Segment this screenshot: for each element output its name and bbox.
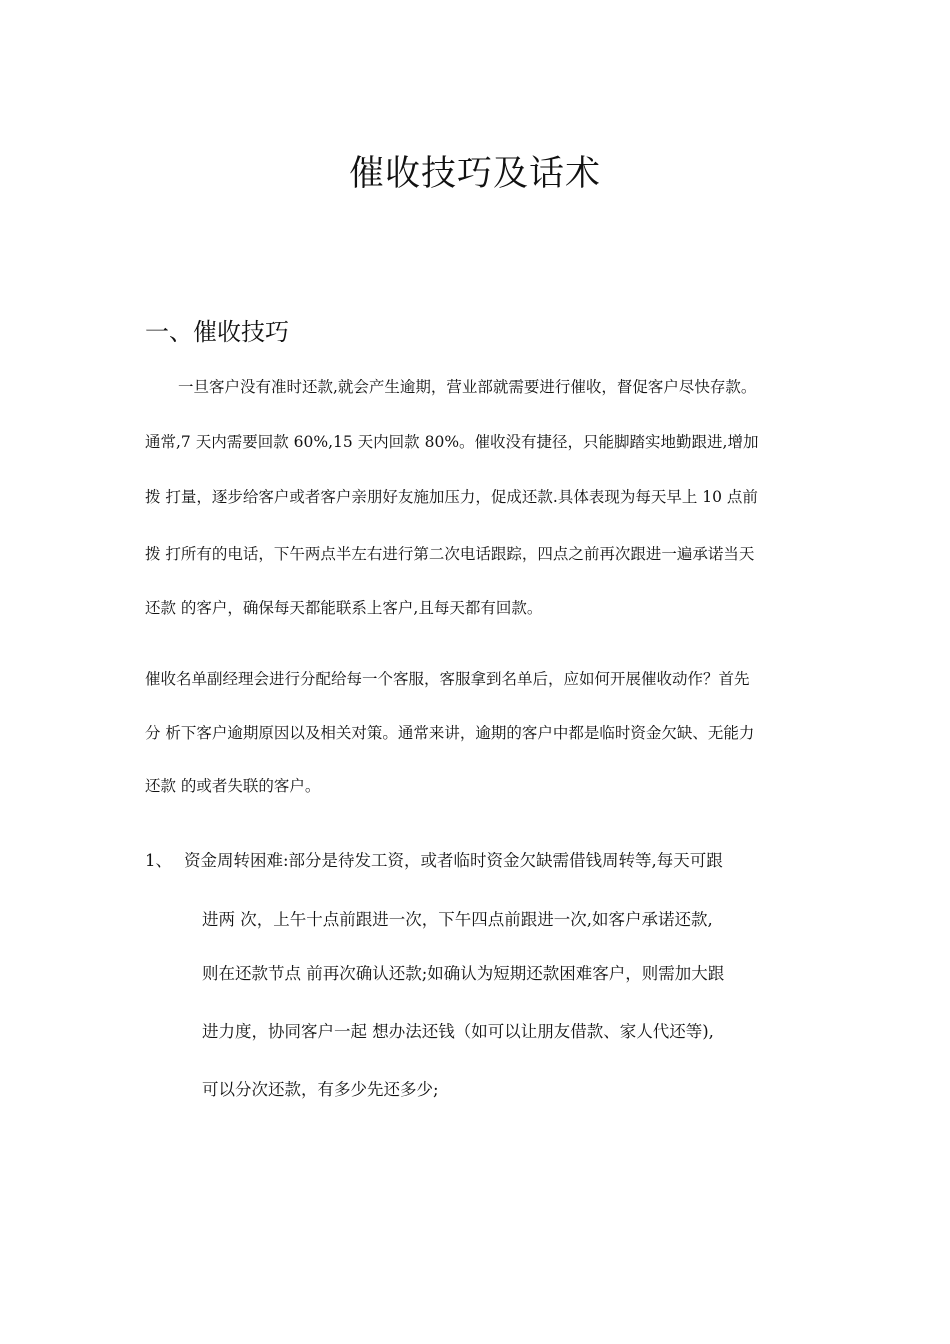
paragraph2-line-1: 催收名单副经理会进行分配给每一个客服，客服拿到名单后，应如何开展催收动作？首先 [145, 670, 750, 688]
section-heading: 一、催收技巧 [145, 318, 289, 346]
paragraph2-line-3: 还款 的或者失联的客户。 [145, 777, 321, 795]
list-item-line-4: 进力度，协同客户一起 想办法还钱（如可以让朋友借款、家人代还等), [202, 1022, 714, 1041]
list-item-line-1: 资金周转困难:部分是待发工资，或者临时资金欠缺需借钱周转等,每天可跟 [184, 851, 723, 870]
list-item-line-3: 则在还款节点 前再次确认还款;如确认为短期还款困难客户，则需加大跟 [202, 964, 725, 983]
list-item-number: 1、 [145, 851, 172, 870]
list-item-line-5: 可以分次还款，有多少先还多少; [202, 1080, 439, 1099]
paragraph1-line-5: 还款 的客户，确保每天都能联系上客户,且每天都有回款。 [145, 599, 543, 617]
page-title: 催收技巧及话术 [348, 154, 601, 194]
list-item-line-2: 进两 次，上午十点前跟进一次，下午四点前跟进一次,如客户承诺还款, [202, 910, 713, 929]
paragraph1-line-3: 拨 打量，逐步给客户或者客户亲朋好友施加压力，促成还款.具体表现为每天早上 10 点前 [145, 488, 758, 506]
paragraph2-line-2: 分 析下客户逾期原因以及相关对策。通常来讲，逾期的客户中都是临时资金欠缺、无能力 [145, 724, 755, 742]
paragraph1-line-1: 一旦客户没有准时还款,就会产生逾期，营业部就需要进行催收，督促客户尽快存款。 [178, 378, 757, 396]
paragraph1-line-2: 通常,7 天内需要回款 60%,15 天内回款 80%。催收没有捷径，只能脚踏实地勤跟进,增加 [145, 433, 759, 451]
paragraph1-line-4: 拨 打所有的电话，下午两点半左右进行第二次电话跟踪，四点之前再次跟进一遍承诺当天 [145, 545, 755, 563]
